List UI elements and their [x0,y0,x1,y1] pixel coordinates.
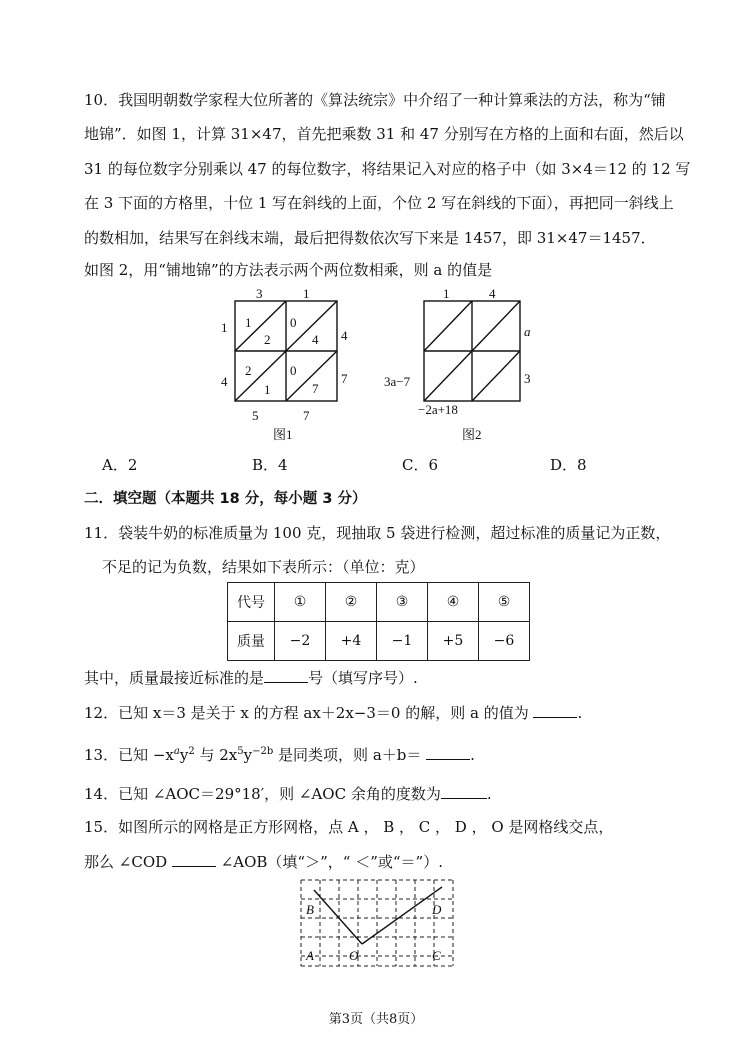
table-cell: +4 [326,622,377,661]
table-cell: ② [326,583,377,622]
fig2-bottom-expression: −2a+18 [418,402,458,417]
fig1-cell: 1 [264,382,271,397]
option-d: D．8 [550,456,587,474]
table-cell: ④ [428,583,479,622]
table-cell: 质量 [228,622,275,661]
answer-blank[interactable] [426,745,470,760]
section-2-title: 二．填空题（本题共 18 分，每小题 3 分） [84,491,367,507]
q12-line [84,703,582,723]
q15-text: 那么 ∠COD [84,853,168,871]
q11-line-3 [84,668,418,688]
answer-blank[interactable] [533,703,577,718]
point-o-label: O [349,948,359,963]
q12-end: . [577,704,583,722]
q10-line-1: 10．我国明朝数学家程大位所著的《算法统宗》中介绍了一种计算乘法的方法，称为“铺 [84,91,666,109]
option-b: B．4 [252,456,288,474]
fig1-cell: 0 [290,363,297,378]
fig1-cell: 2 [245,363,252,378]
fig2-top-1: 1 [443,286,450,301]
figure-2 [380,286,550,446]
point-d-label: D [432,902,442,917]
q10-line-6: 如图 2，用“铺地锦”的方法表示两个两位数相乘，则 a 的值是 [84,261,493,279]
fig1-caption: 图1 [273,427,293,442]
q13-text: 13．已知 −x [84,746,174,764]
q13-exp: 2 [188,746,195,757]
option-a: A．2 [102,456,138,474]
q13-exp: 5 [237,746,244,757]
table-cell: −6 [479,622,530,661]
q13-text: y [179,746,189,764]
fig1-top-1: 3 [256,286,263,301]
fig1-left-1: 1 [221,320,228,335]
q15-line-2 [84,852,443,872]
table-cell: ③ [377,583,428,622]
answer-blank[interactable] [264,668,308,683]
table-cell: −1 [377,622,428,661]
q11-line-2: 不足的记为负数，结果如下表所示：（单位：克） [102,558,425,576]
table-cell: ⑤ [479,583,530,622]
q13-exp: a [173,746,180,757]
answer-blank[interactable] [441,784,487,799]
q13-end: . [470,746,475,764]
fig2-caption: 图2 [462,427,482,442]
q14-line [84,784,492,804]
fig1-cell: 7 [312,381,319,396]
fig1-bottom-2: 7 [303,408,310,423]
q14-text: 14．已知 ∠AOC＝29°18′，则 ∠AOC 余角的度数为 [84,785,441,803]
q13-text: 是同类项，则 a＋b＝ [273,746,422,764]
table-cell: +5 [428,622,479,661]
fig1-left-2: 4 [221,374,228,389]
q10-line-2: 地锦”．如图 1，计算 31×47，首先把乘数 31 和 47 分别写在方格的上面和右面，然后以 [84,125,684,143]
q11-line-3-end: 号（填写序号）. [308,669,418,687]
q11-table [227,582,530,661]
fig1-cell: 1 [245,315,252,330]
q14-end: . [486,785,492,803]
q12-text: 12．已知 x＝3 是关于 x 的方程 ax＋2x−3＝0 的解，则 a 的值为 [84,704,529,722]
fig1-right-2: 7 [341,371,348,386]
q13-text: 与 2x [194,746,238,764]
fig2-right-2: 3 [524,371,531,386]
fig1-bottom-1: 5 [252,408,259,423]
point-a-label: A [306,948,314,963]
option-c: C．6 [402,456,439,474]
figure-1 [210,286,370,446]
q15-line-1: 15．如图所示的网格是正方形网格，点 A ， B ， C ， D ， O 是网格线交点， [84,818,614,836]
table-cell: −2 [275,622,326,661]
fig1-right-1: 4 [341,328,348,343]
answer-blank[interactable] [172,852,216,867]
q13-text: y [243,746,253,764]
q13-line [84,742,475,765]
fig2-right-a: a [524,324,531,339]
fig1-cell: 0 [290,315,297,330]
point-c-label: C [432,948,441,963]
q11-line-3-text: 其中，质量最接近标准的是 [84,669,265,687]
q13-exp: −2b [252,746,274,757]
fig2-top-2: 4 [489,286,496,301]
q10-line-3: 31 的每位数字分别乘以 47 的每位数字，将结果记入对应的格子中（如 3×4＝12 的 12 写 [84,160,691,178]
point-b-label: B [306,902,314,917]
fig1-top-2: 1 [303,286,310,301]
table-row [228,622,530,661]
fig1-cell: 4 [312,332,319,347]
table-cell: ① [275,583,326,622]
page-footer: 第3页（共8页） [328,1012,424,1027]
fig2-left-expression: 3a−7 [384,374,411,389]
q10-line-5: 的数相加，结果写在斜线末端，最后把得数依次写下来是 1457，即 31×47＝1457． [84,229,656,247]
fig1-cell: 2 [264,332,271,347]
q10-line-4: 在 3 下面的方格里，十位 1 写在斜线的上面，个位 2 写在斜线的下面），再把同一斜线上 [84,194,674,212]
table-cell: 代号 [228,583,275,622]
q15-text: ∠AOB（填“＞”，“ ＜”或“＝”）. [220,853,443,871]
table-row [228,583,530,622]
q11-line-1: 11．袋装牛奶的标准质量为 100 克，现抽取 5 袋进行检测，超过标准的质量记为正数， [84,524,671,542]
figure-15-grid [296,874,460,974]
